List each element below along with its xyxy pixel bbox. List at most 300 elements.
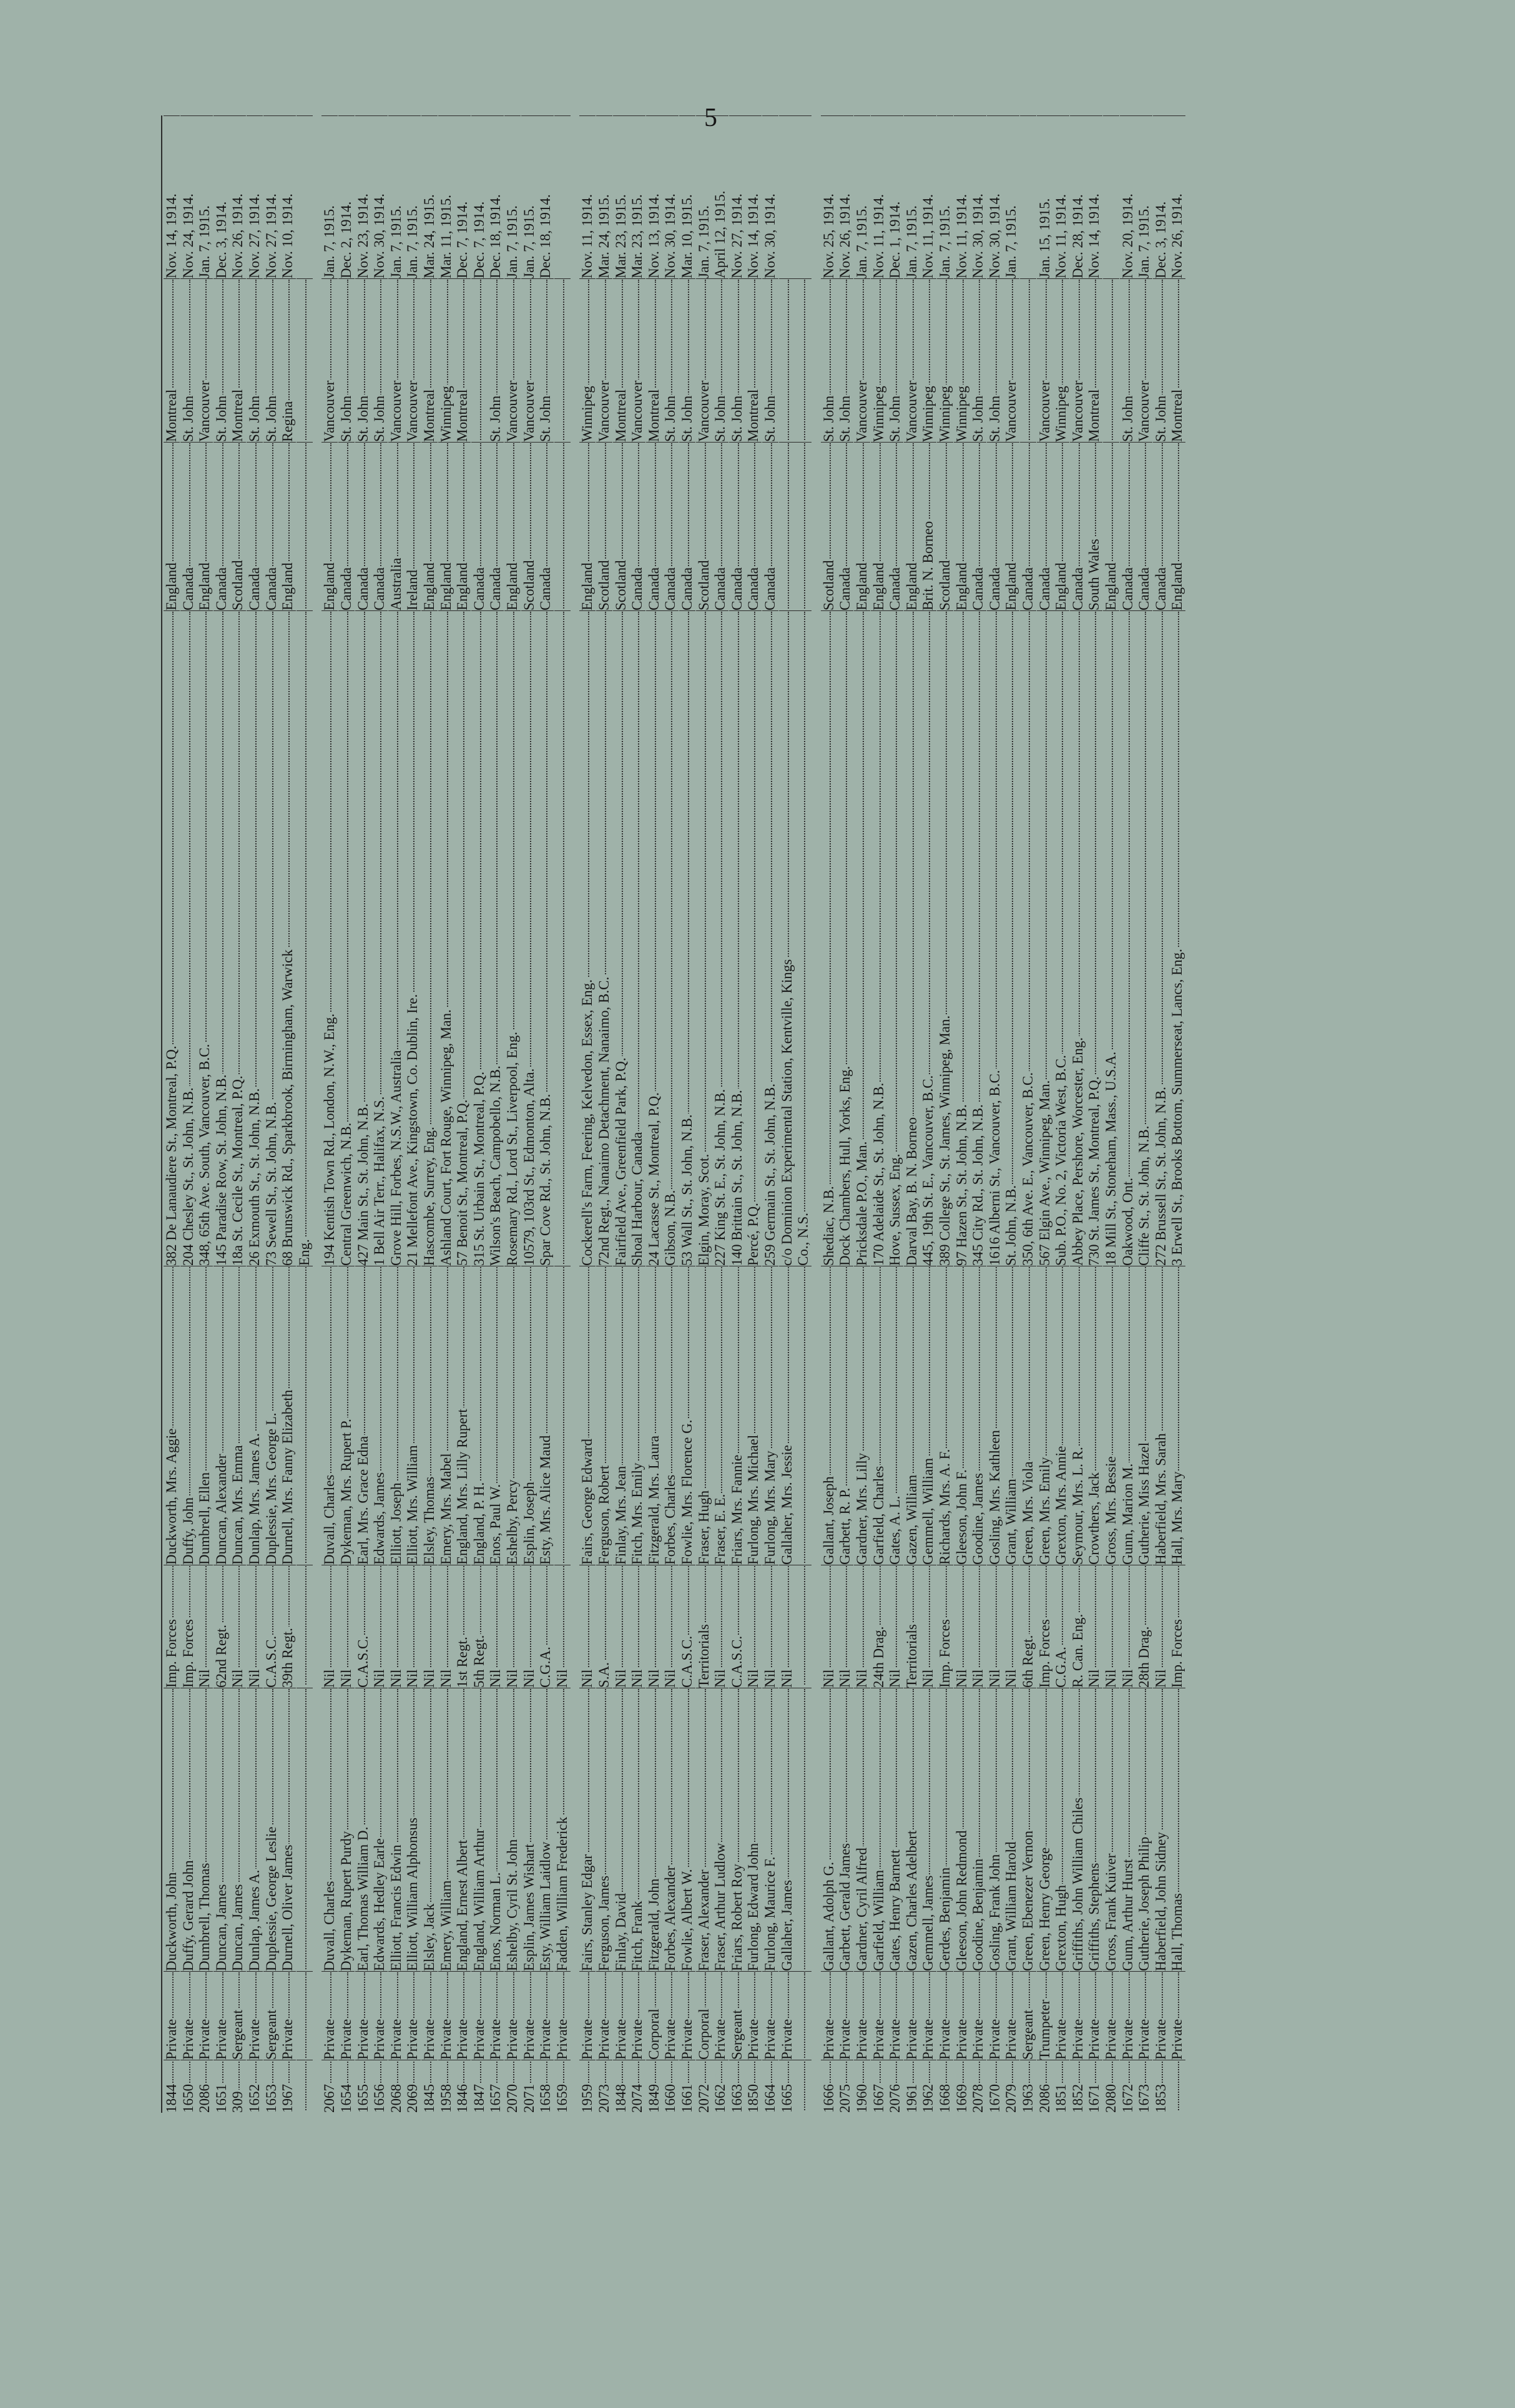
name-cell xyxy=(1003,1689,1019,1972)
country-of-birth-text: Canada xyxy=(970,567,986,610)
date-of-enlistment-text: Nov. 26, 1914. xyxy=(1169,193,1185,278)
next-of-kin-text: Duvall, Charles xyxy=(321,1474,338,1565)
date-of-enlistment-text: Dec. 1, 1914. xyxy=(887,201,903,278)
next-of-kin-text xyxy=(297,1564,312,1565)
name-text: Gunn, Arthur Hurst xyxy=(1119,1859,1135,1971)
next-of-kin-text: Dykeman, Mrs. Rupert P. xyxy=(338,1419,354,1565)
date-of-enlistment-text: Mar. 10, 1915. xyxy=(679,194,695,278)
country-of-birth-text xyxy=(554,609,570,610)
place-of-enlistment-text: St. John xyxy=(837,395,853,442)
date-of-enlistment-cell xyxy=(230,115,246,279)
address-of-next-of-kin-cell xyxy=(1053,612,1069,1266)
country-of-birth-cell xyxy=(762,443,778,611)
regimental-number-text: 1670 xyxy=(986,2084,1003,2113)
name-cell xyxy=(247,1689,263,1972)
date-of-enlistment-cell xyxy=(521,115,537,279)
country-of-birth-cell xyxy=(679,443,695,611)
place-of-enlistment-cell xyxy=(779,280,795,443)
place-of-enlistment-text: Winnipeg xyxy=(920,386,936,442)
rank-text: Private xyxy=(679,2019,695,2060)
address-of-next-of-kin-cell xyxy=(579,612,596,1266)
next-of-kin-cell xyxy=(954,1267,970,1565)
address-of-next-of-kin-cell xyxy=(213,612,230,1266)
date-of-enlistment-cell xyxy=(871,115,887,279)
former-corps-text: C.G.A. xyxy=(537,1647,554,1688)
rank-text: Private xyxy=(371,2019,388,2060)
address-of-next-of-kin-text: 140 Brittain St., St. John, N.B. xyxy=(728,1090,745,1266)
table-row xyxy=(871,53,887,2113)
place-of-enlistment-cell xyxy=(230,280,246,443)
date-of-enlistment-text: Nov. 24, 1914. xyxy=(180,193,196,278)
address-of-next-of-kin-cell xyxy=(629,612,645,1266)
address-of-next-of-kin-cell xyxy=(338,612,355,1266)
rank-cell xyxy=(854,1972,870,2060)
name-text: Gallant, Adolph G. xyxy=(820,1861,836,1971)
place-of-enlistment-cell xyxy=(421,280,438,443)
former-corps-cell xyxy=(280,1566,296,1688)
rank-cell xyxy=(421,1972,438,2060)
former-corps-cell xyxy=(696,1566,712,1688)
table-row xyxy=(421,53,438,2113)
name-text: Fairs, Stanley Edgar xyxy=(579,1854,596,1971)
name-text: Fadden, William Frederick xyxy=(554,1816,570,1971)
country-of-birth-cell xyxy=(596,443,612,611)
rank-cell xyxy=(596,1972,612,2060)
regimental-number-cell xyxy=(230,2062,246,2113)
regimental-number-cell xyxy=(371,2062,388,2113)
next-of-kin-cell xyxy=(554,1267,571,1565)
regimental-number-text: 1659 xyxy=(554,2084,570,2113)
rank-text: Private xyxy=(629,2019,645,2060)
rank-text: Private xyxy=(388,2019,404,2060)
former-corps-text: 1st Regt. xyxy=(454,1637,471,1688)
next-of-kin-cell xyxy=(887,1267,903,1565)
next-of-kin-cell xyxy=(438,1267,454,1565)
place-of-enlistment-text: Winnipeg xyxy=(870,386,886,442)
date-of-enlistment-cell xyxy=(596,115,612,279)
place-of-enlistment-text: Montreal xyxy=(1169,389,1185,442)
next-of-kin-cell xyxy=(230,1267,246,1565)
rank-text: Private xyxy=(1119,2019,1135,2060)
name-cell xyxy=(521,1689,537,1972)
address-of-next-of-kin-text: 389 College St., St. James, Winnipeg, Man. xyxy=(937,1015,953,1266)
former-corps-cell xyxy=(1070,1566,1086,1688)
name-text: Duffy, Gerard John xyxy=(180,1860,196,1971)
former-corps-text: Nil xyxy=(854,1669,870,1688)
date-of-enlistment-text: Nov. 11, 1914. xyxy=(953,193,969,278)
regimental-number-cell xyxy=(1020,2062,1036,2113)
rank-text: Private xyxy=(421,2019,437,2060)
former-corps-cell xyxy=(871,1566,887,1688)
name-cell xyxy=(1120,1689,1136,1972)
rank-text xyxy=(297,2058,312,2060)
address-of-next-of-kin-cell xyxy=(712,612,728,1266)
rank-text: Private xyxy=(280,2019,296,2060)
former-corps-text: Nil xyxy=(970,1669,986,1688)
address-of-next-of-kin-cell xyxy=(1086,612,1102,1266)
place-of-enlistment-text: St. John xyxy=(712,395,728,442)
date-of-enlistment-cell xyxy=(679,115,695,279)
former-corps-text: Nil xyxy=(197,1669,213,1688)
former-corps-text: Nil xyxy=(521,1669,537,1688)
rank-cell xyxy=(762,1972,778,2060)
address-of-next-of-kin-cell xyxy=(745,612,762,1266)
next-of-kin-text: Elsley, Thomas xyxy=(421,1476,437,1565)
name-cell xyxy=(488,1689,504,1972)
former-corps-text: S.A. xyxy=(596,1662,612,1688)
date-of-enlistment-text: Jan. 7, 1915. xyxy=(854,205,870,278)
address-of-next-of-kin-cell xyxy=(795,612,811,1266)
regimental-number-text: 2076 xyxy=(887,2084,903,2113)
table-row xyxy=(1053,53,1069,2113)
date-of-enlistment-cell xyxy=(338,115,355,279)
name-cell xyxy=(1037,1689,1053,1972)
regimental-number-cell xyxy=(321,2062,338,2113)
address-of-next-of-kin-text: 315 St. Urbain St., Montreal, P.Q. xyxy=(471,1071,487,1266)
name-cell xyxy=(937,1689,953,1972)
table-row xyxy=(230,53,246,2113)
next-of-kin-text: Seymour, Mrs. L. R. xyxy=(1069,1447,1086,1565)
table-row xyxy=(795,53,811,2113)
nominal-roll-table xyxy=(156,53,1280,2113)
regimental-number-text: 1849 xyxy=(645,2084,662,2113)
country-of-birth-cell xyxy=(521,443,537,611)
date-of-enlistment-cell xyxy=(904,115,920,279)
regimental-number-text: 1661 xyxy=(679,2084,695,2113)
date-of-enlistment-text: Nov. 27, 1914. xyxy=(263,193,279,278)
country-of-birth-text: England xyxy=(1003,562,1019,610)
regimental-number-text: 1850 xyxy=(745,2084,762,2113)
name-cell xyxy=(263,1689,280,1972)
name-text: Griffiths, Stephens xyxy=(1086,1862,1102,1971)
rank-cell xyxy=(1086,1972,1102,2060)
rank-text: Private xyxy=(870,2019,886,2060)
regimental-number-cell xyxy=(1136,2062,1152,2113)
former-corps-cell xyxy=(646,1566,662,1688)
name-text: Dumbrell, Thomas xyxy=(197,1862,213,1971)
address-of-next-of-kin-text: Ashland Court, Fort Rouge, Winnipeg, Man. xyxy=(438,1009,454,1266)
rank-text: Private xyxy=(488,2019,504,2060)
regimental-number-cell xyxy=(762,2062,778,2113)
former-corps-text: Nil xyxy=(404,1669,421,1688)
place-of-enlistment-text: St. John xyxy=(355,395,371,442)
rank-cell xyxy=(355,1972,371,2060)
date-of-enlistment-cell xyxy=(197,115,213,279)
next-of-kin-cell xyxy=(404,1267,421,1565)
former-corps-cell xyxy=(579,1566,596,1688)
place-of-enlistment-text: Montreal xyxy=(612,389,629,442)
former-corps-text: Territorials xyxy=(903,1624,919,1688)
regimental-number-text: 1958 xyxy=(438,2084,454,2113)
country-of-birth-cell xyxy=(371,443,388,611)
next-of-kin-cell xyxy=(613,1267,629,1565)
former-corps-text: C.A.S.C. xyxy=(355,1635,371,1688)
rank-text: Private xyxy=(180,2019,196,2060)
former-corps-cell xyxy=(854,1566,870,1688)
place-of-enlistment-cell xyxy=(263,280,280,443)
next-of-kin-cell xyxy=(662,1267,679,1565)
next-of-kin-text: Fitzgerald, Mrs. Laura xyxy=(645,1436,662,1565)
address-of-next-of-kin-cell xyxy=(454,612,471,1266)
date-of-enlistment-text: Dec. 3, 1914. xyxy=(1152,201,1169,278)
address-of-next-of-kin-cell xyxy=(1169,612,1185,1266)
address-of-next-of-kin-cell xyxy=(696,612,712,1266)
rank-cell xyxy=(662,1972,679,2060)
place-of-enlistment-cell xyxy=(164,280,180,443)
next-of-kin-cell xyxy=(1070,1267,1086,1565)
country-of-birth-text: Canada xyxy=(180,567,196,610)
place-of-enlistment-cell xyxy=(762,280,778,443)
next-of-kin-cell xyxy=(371,1267,388,1565)
regimental-number-text: 1844 xyxy=(164,2084,179,2113)
place-of-enlistment-cell xyxy=(795,280,811,443)
former-corps-text: Nil xyxy=(488,1669,504,1688)
rank-text: Private xyxy=(854,2019,870,2060)
place-of-enlistment-text: Winnipeg xyxy=(579,386,596,442)
place-of-enlistment-text: Montreal xyxy=(164,389,179,442)
country-of-birth-text: Canada xyxy=(728,567,745,610)
name-text: Fraser, Arthur Ludlow xyxy=(712,1843,728,1971)
regimental-number-cell xyxy=(745,2062,762,2113)
regimental-number-cell xyxy=(729,2062,745,2113)
next-of-kin-text: Fitch, Mrs. Emily xyxy=(629,1462,645,1565)
former-corps-text: 5th Regt. xyxy=(471,1635,487,1688)
country-of-birth-text: Canada xyxy=(1036,567,1052,610)
place-of-enlistment-text: Montreal xyxy=(421,389,437,442)
next-of-kin-cell xyxy=(937,1267,953,1565)
former-corps-cell xyxy=(197,1566,213,1688)
date-of-enlistment-text: April 12, 1915. xyxy=(712,190,728,278)
next-of-kin-text: Dunlap, Mrs. James A. xyxy=(247,1433,262,1565)
address-of-next-of-kin-text: 170 Adelaide St., St. John, N.B. xyxy=(870,1082,886,1266)
table-row xyxy=(920,53,936,2113)
next-of-kin-cell xyxy=(729,1267,745,1565)
former-corps-cell xyxy=(1003,1566,1019,1688)
address-of-next-of-kin-text xyxy=(554,1265,570,1266)
regimental-number-cell xyxy=(887,2062,903,2113)
date-of-enlistment-cell xyxy=(504,115,521,279)
rank-text: Private xyxy=(1069,2019,1086,2060)
place-of-enlistment-text: St. John xyxy=(488,395,504,442)
address-of-next-of-kin-text: Gibson, N.B. xyxy=(662,1190,679,1266)
regimental-number-text: 1847 xyxy=(471,2084,487,2113)
regimental-number-text: 1650 xyxy=(180,2084,196,2113)
address-of-next-of-kin-text: 72nd Regt., Nanaimo Detachment, Nanaimo, B.C. xyxy=(596,976,612,1266)
country-of-birth-text: Canada xyxy=(712,567,728,610)
date-of-enlistment-text: Jan. 7, 1915. xyxy=(521,205,537,278)
next-of-kin-text: Hall, Mrs. Mary xyxy=(1169,1471,1185,1565)
address-of-next-of-kin-text: Percé, P.Q. xyxy=(745,1203,762,1266)
place-of-enlistment-cell xyxy=(1153,280,1169,443)
address-of-next-of-kin-text: Hove, Sussex, Eng. xyxy=(887,1153,903,1266)
country-of-birth-cell xyxy=(213,443,230,611)
address-of-next-of-kin-cell xyxy=(1120,612,1136,1266)
rank-text: Sergeant xyxy=(728,2009,745,2060)
next-of-kin-text: Grant, William xyxy=(1003,1479,1019,1565)
address-of-next-of-kin-text: Eng. xyxy=(296,1239,312,1266)
country-of-birth-text: England xyxy=(454,562,471,610)
former-corps-text: 24th Drag. xyxy=(870,1626,886,1688)
former-corps-cell xyxy=(471,1566,488,1688)
next-of-kin-text: Duncan, Alexander xyxy=(213,1454,229,1565)
rank-cell xyxy=(937,1972,953,2060)
rank-text: Private xyxy=(504,2019,520,2060)
page-number: 5 xyxy=(704,104,717,132)
country-of-birth-text: Canada xyxy=(488,567,504,610)
regimental-number-text: 1653 xyxy=(263,2084,279,2113)
country-of-birth-text: Canada xyxy=(371,567,388,610)
date-of-enlistment-text: Nov. 30, 1914. xyxy=(762,193,778,278)
place-of-enlistment-text: Montreal xyxy=(230,389,246,442)
date-of-enlistment-text: Jan. 15, 1915. xyxy=(1036,198,1052,278)
address-of-next-of-kin-cell xyxy=(937,612,953,1266)
rank-text: Private xyxy=(970,2019,986,2060)
former-corps-text: Nil xyxy=(338,1669,354,1688)
date-of-enlistment-cell xyxy=(1053,115,1069,279)
former-corps-text: Nil xyxy=(762,1669,778,1688)
place-of-enlistment-text: Montreal xyxy=(645,389,662,442)
address-of-next-of-kin-cell xyxy=(554,612,571,1266)
country-of-birth-text: Canada xyxy=(1136,567,1152,610)
country-of-birth-text: England xyxy=(870,562,886,610)
place-of-enlistment-cell xyxy=(247,280,263,443)
place-of-enlistment-cell xyxy=(488,280,504,443)
place-of-enlistment-text: Vancouver xyxy=(629,380,645,442)
country-of-birth-text: England xyxy=(280,562,296,610)
table-row xyxy=(1169,53,1185,2113)
country-of-birth-cell xyxy=(404,443,421,611)
rank-text: Private xyxy=(837,2019,853,2060)
country-of-birth-text: England xyxy=(854,562,870,610)
former-corps-text: Nil xyxy=(629,1669,645,1688)
rank-text: Private xyxy=(712,2019,728,2060)
name-text: Esty, William Laidlow xyxy=(537,1841,554,1971)
rank-text: Private xyxy=(321,2019,338,2060)
next-of-kin-cell xyxy=(263,1267,280,1565)
rank-cell xyxy=(1153,1972,1169,2060)
regimental-number-cell xyxy=(662,2062,679,2113)
regimental-number-cell xyxy=(1103,2062,1119,2113)
next-of-kin-cell xyxy=(1153,1267,1169,1565)
rank-cell xyxy=(1053,1972,1069,2060)
former-corps-text: Nil xyxy=(321,1669,338,1688)
place-of-enlistment-text: Vancouver xyxy=(388,380,404,442)
table-row xyxy=(247,53,263,2113)
date-of-enlistment-cell xyxy=(920,115,936,279)
name-cell xyxy=(854,1689,870,1972)
next-of-kin-cell xyxy=(1053,1267,1069,1565)
date-of-enlistment-cell xyxy=(646,115,662,279)
date-of-enlistment-cell xyxy=(1103,115,1119,279)
address-of-next-of-kin-cell xyxy=(355,612,371,1266)
name-text: Gutherie, Joseph Philip xyxy=(1136,1836,1152,1971)
name-cell xyxy=(613,1689,629,1972)
place-of-enlistment-text: St. John xyxy=(263,395,279,442)
next-of-kin-text: Gosling, Mrs. Kathleen xyxy=(986,1430,1003,1565)
address-of-next-of-kin-cell xyxy=(537,612,554,1266)
next-of-kin-text: Haberfield, Mrs. Sarah xyxy=(1152,1433,1169,1565)
next-of-kin-cell xyxy=(1086,1267,1102,1565)
place-of-enlistment-cell xyxy=(338,280,355,443)
former-corps-text: Nil xyxy=(247,1669,262,1688)
former-corps-cell xyxy=(488,1566,504,1688)
next-of-kin-text: Gross, Mrs. Bessie xyxy=(1103,1456,1119,1565)
country-of-birth-text: England xyxy=(1103,562,1119,610)
regimental-number-text: 2086 xyxy=(197,2084,213,2113)
date-of-enlistment-cell xyxy=(1153,115,1169,279)
name-cell xyxy=(297,1689,313,1972)
place-of-enlistment-cell xyxy=(1053,280,1069,443)
name-text: Gemmell, James xyxy=(920,1875,936,1971)
date-of-enlistment-text: Dec. 18, 1914. xyxy=(488,194,504,278)
regimental-number-text: 1658 xyxy=(537,2084,554,2113)
table-row xyxy=(696,53,712,2113)
country-of-birth-text: Canada xyxy=(213,567,229,610)
regimental-number-cell xyxy=(213,2062,230,2113)
country-of-birth-text: Scotland xyxy=(695,560,712,610)
name-cell xyxy=(579,1689,596,1972)
rank-cell xyxy=(871,1972,887,2060)
date-of-enlistment-cell xyxy=(762,115,778,279)
name-text: Finlay, David xyxy=(612,1893,629,1971)
rank-text: Private xyxy=(1169,2019,1185,2060)
address-of-next-of-kin-text: Shoal Harbour, Canada xyxy=(629,1132,645,1266)
next-of-kin-cell xyxy=(488,1267,504,1565)
name-cell xyxy=(1153,1689,1169,1972)
regimental-number-cell xyxy=(1169,2062,1185,2113)
country-of-birth-cell xyxy=(164,443,180,611)
place-of-enlistment-cell xyxy=(1169,280,1185,443)
rank-text: Sergeant xyxy=(230,2009,246,2060)
address-of-next-of-kin-cell xyxy=(920,612,936,1266)
former-corps-cell xyxy=(745,1566,762,1688)
former-corps-cell xyxy=(954,1566,970,1688)
former-corps-text: Nil xyxy=(745,1669,762,1688)
table-row xyxy=(904,53,920,2113)
regimental-number-cell xyxy=(679,2062,695,2113)
regimental-number-text: 2070 xyxy=(504,2084,520,2113)
regimental-number-cell xyxy=(180,2062,197,2113)
regimental-number-cell xyxy=(197,2062,213,2113)
former-corps-text: R. Can. Eng. xyxy=(1069,1613,1086,1688)
rank-cell xyxy=(1070,1972,1086,2060)
table-row xyxy=(554,53,571,2113)
date-of-enlistment-cell xyxy=(213,115,230,279)
rank-text: Private xyxy=(778,2019,795,2060)
table-row xyxy=(987,53,1003,2113)
former-corps-cell xyxy=(887,1566,903,1688)
table-row xyxy=(404,53,421,2113)
name-text: Haberfield, John Sidney xyxy=(1152,1832,1169,1971)
name-text: Garbett, Gerald James xyxy=(837,1843,853,1971)
country-of-birth-text: Canada xyxy=(1020,567,1036,610)
date-of-enlistment-cell xyxy=(987,115,1003,279)
date-of-enlistment-cell xyxy=(1169,115,1185,279)
rank-cell xyxy=(1169,1972,1185,2060)
date-of-enlistment-cell xyxy=(537,115,554,279)
regimental-number-text xyxy=(795,2112,811,2113)
address-of-next-of-kin-cell xyxy=(404,612,421,1266)
name-text: Hall, Thomas xyxy=(1169,1893,1185,1971)
table-row xyxy=(521,53,537,2113)
regimental-number-text: 1852 xyxy=(1069,2084,1086,2113)
place-of-enlistment-text: Montreal xyxy=(454,389,471,442)
regimental-number-cell xyxy=(164,2062,180,2113)
regimental-number-text: 1660 xyxy=(662,2084,679,2113)
next-of-kin-text: Dumbrell, Ellen xyxy=(197,1472,213,1565)
country-of-birth-text: England xyxy=(164,562,179,610)
regimental-number-cell xyxy=(970,2062,986,2113)
